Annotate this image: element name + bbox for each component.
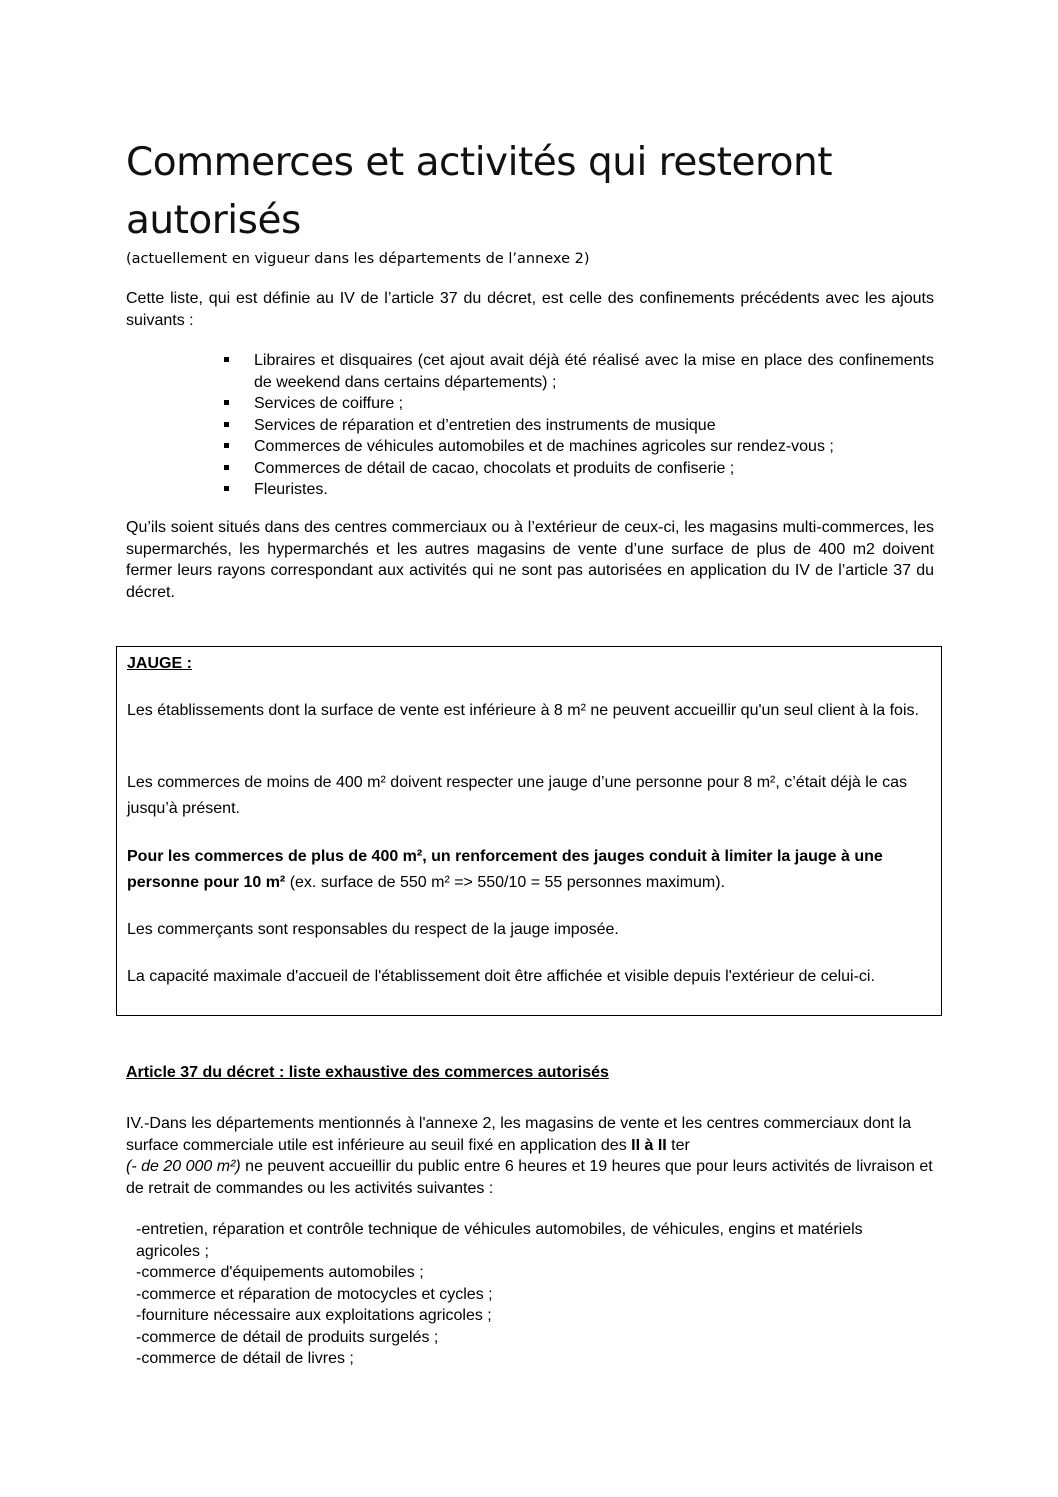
list-item: -fourniture nécessaire aux exploitations agricoles ; [136,1307,492,1324]
article-heading: Article 37 du décret : liste exhaustive des commerces autorisés [126,1064,609,1081]
list-item: -commerce et réparation de motocycles et cycles ; [136,1285,493,1303]
intro-paragraph: Cette liste, qui est définie au IV de l’article 37 du décret, est celle des confinements précédents avec les ajouts suivants : [126,290,934,329]
page-subtitle: (actuellement en vigueur dans les départements de l’annexe 2) [126,251,590,267]
list-item: Commerces de véhicules automobiles et de machines agricoles sur rendez-vous ; [222,436,934,458]
bullet-icon [224,465,229,470]
jauge-emphasis: Pour les commerces de plus de 400 m², un renforcement des jauges conduit à limiter la jauge à une personne pour 10 m² [127,848,883,891]
jauge-heading: JAUGE : [127,655,192,672]
list-item: -commerce de détail de livres ; [136,1350,354,1367]
jauge-paragraph-5: La capacité maximale d'accueil de l'établissement doit être affichée et visible depuis l'extérieur de celui-ci. [127,968,875,985]
jauge-paragraph-1: Les établissements dont la surface de vente est inférieure à 8 m² ne peuvent accueillir qu'un seul client à la fois. [127,702,919,719]
supermarket-paragraph: Qu’ils soient situés dans des centres commerciaux ou à l’extérieur de ceux-ci, les magasins multi-commerces, les supermarchés, les hypermarchés et les autres magasins de vente d’une surface de plus de 400 m2 doivent fermer leurs rayons correspondant aux activités qui ne sont pas autorisées en application du IV de l’article 37 du décret. [126,519,934,601]
list-item: -entretien, réparation et contrôle technique de véhicules automobiles, de véhicules, engins et matériels agricoles ; [136,1221,863,1260]
jauge-paragraph-3: Pour les commerces de plus de 400 m², un renforcement des jauges conduit à limiter la jauge à une personne pour 10 m² (ex. surface de 550 m² => 550/10 = 55 personnes maximum). [127,848,883,891]
authorized-list [136,1219,896,1370]
list-item: -commerce de détail de produits surgelés ; [136,1328,439,1346]
page-title: Commerces et activités qui resteront autorisés [126,140,832,243]
list-item: Fleuristes. [222,479,934,501]
bullet-icon [224,400,229,405]
article-body: IV.-Dans les départements mentionnés à l'annexe 2, les magasins de vente et les centres commerciaux dont la surface commerciale utile est inférieure au seuil fixé en application des II à II ter (- de 20 000 m²) ne peuvent accueillir du public entre 6 heures et 19 heures que pour leurs activités de livraison et de retrait de commandes ou les activités suivantes : [126,1115,933,1197]
bullet-icon [224,357,229,362]
jauge-paragraph-2: Les commerces de moins de 400 m² doivent respecter une jauge d’une personne pour 8 m², c’était déjà le cas jusqu’à présent. [127,774,907,817]
bullet-icon [224,486,229,491]
jauge-box [116,646,942,1016]
bullet-icon [224,443,229,448]
list-item: Commerces de détail de cacao, chocolats et produits de confiserie ; [222,458,934,480]
additions-list [222,350,934,501]
bullet-icon [224,422,229,427]
list-item: Services de coiffure ; [222,393,934,415]
list-item: -commerce d'équipements automobiles ; [136,1264,424,1281]
list-item: Libraires et disquaires (cet ajout avait déjà été réalisé avec la mise en place des confinements de weekend dans certains départements) ; [222,350,934,393]
list-item: Services de réparation et d’entretien des instruments de musique [222,415,934,437]
jauge-paragraph-4: Les commerçants sont responsables du respect de la jauge imposée. [127,921,619,938]
